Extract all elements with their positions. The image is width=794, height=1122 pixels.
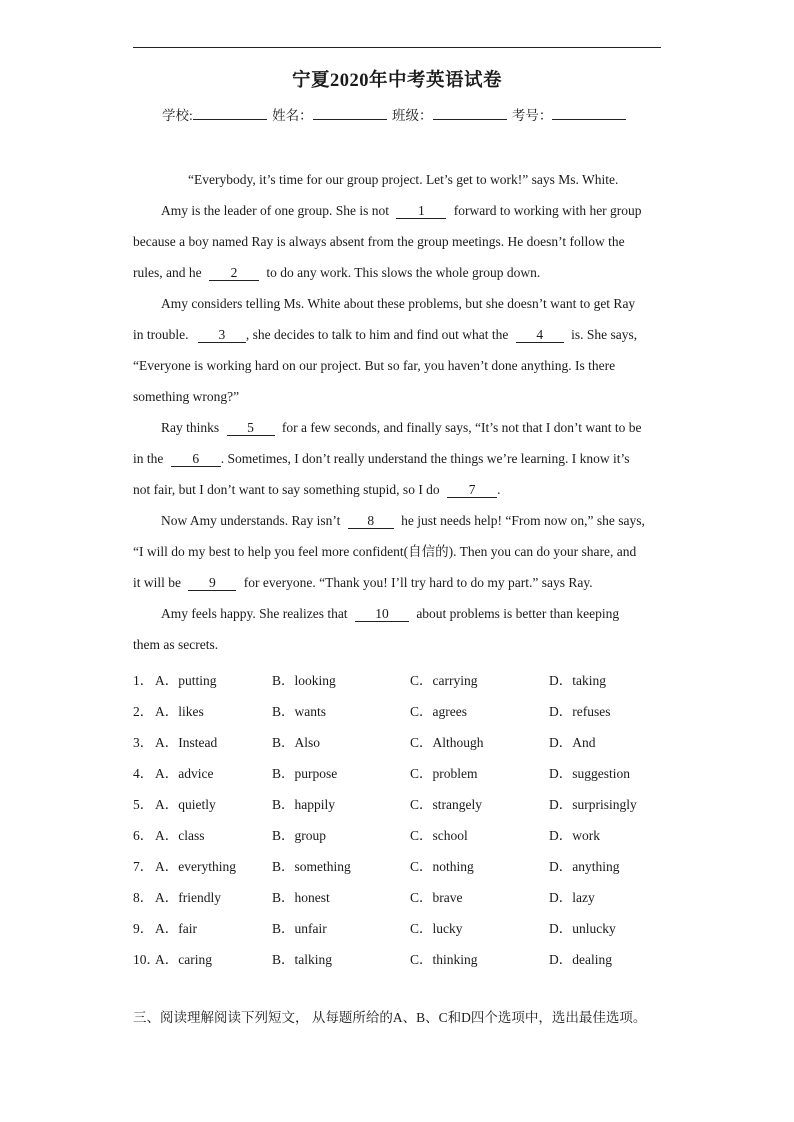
question-number: 8． (133, 890, 154, 905)
blank-5: 5 (227, 420, 275, 436)
passage-line: them as secrets. (133, 637, 219, 652)
option-c[interactable]: C．lucky (410, 921, 463, 936)
option-a[interactable]: A．putting (155, 673, 217, 688)
option-c[interactable]: C．school (410, 828, 468, 843)
passage-line: it will be 9 for everyone. “Thank you! I’ll try hard to do my part.” says Ray. (133, 575, 593, 590)
blank-8: 8 (348, 513, 394, 529)
question-number: 3． (133, 735, 154, 750)
blank-10: 10 (355, 606, 409, 622)
question-row (133, 886, 693, 906)
option-b[interactable]: B．something (272, 859, 351, 874)
section-heading: 三、阅读理解阅读下列短文， 从每题所给的A、B、C和D四个选项中，选出最佳选项。 (133, 1010, 647, 1025)
option-d[interactable]: D．lazy (549, 890, 595, 905)
option-c[interactable]: C．problem (410, 766, 478, 781)
question-number: 2． (133, 704, 154, 719)
passage-line: not fair, but I don’t want to say something stupid, so I do 7 . (133, 482, 501, 497)
option-a[interactable]: A．advice (155, 766, 214, 781)
class-field[interactable] (433, 106, 507, 120)
question-number: 9． (133, 921, 154, 936)
name-field[interactable] (313, 106, 387, 120)
question-row (133, 762, 693, 782)
option-a[interactable]: A．fair (155, 921, 197, 936)
school-label: 学校: (162, 108, 193, 123)
question-row (133, 700, 693, 720)
option-d[interactable]: D．anything (549, 859, 620, 874)
option-b[interactable]: B．happily (272, 797, 335, 812)
option-a[interactable]: A．everything (155, 859, 236, 874)
option-a[interactable]: A．likes (155, 704, 204, 719)
top-rule (133, 47, 661, 48)
option-d[interactable]: D．refuses (549, 704, 611, 719)
option-b[interactable]: B．honest (272, 890, 330, 905)
option-c[interactable]: C．agrees (410, 704, 467, 719)
blank-4: 4 (516, 327, 564, 343)
blank-7: 7 (447, 482, 497, 498)
question-number: 6． (133, 828, 154, 843)
option-d[interactable]: D．And (549, 735, 596, 750)
option-c[interactable]: C．strangely (410, 797, 482, 812)
option-c[interactable]: C．carrying (410, 673, 478, 688)
name-label: 姓名： (272, 108, 313, 123)
question-number: 7． (133, 859, 154, 874)
option-d[interactable]: D．dealing (549, 952, 612, 967)
blank-3: 3 (198, 327, 246, 343)
option-d[interactable]: D．work (549, 828, 600, 843)
option-c[interactable]: C．thinking (410, 952, 478, 967)
passage-line: “Everyone is working hard on our project. But so far, you haven’t done anything. Is there (133, 358, 616, 373)
question-row (133, 731, 693, 751)
option-d[interactable]: D．taking (549, 673, 606, 688)
question-row (133, 917, 693, 937)
question-number: 10． (133, 952, 160, 967)
passage-line: “I will do my best to help you feel more confident(自信的). Then you can do your share, and (133, 544, 637, 559)
student-info-line (162, 104, 628, 124)
option-b[interactable]: B．wants (272, 704, 326, 719)
exam-no-field[interactable] (552, 106, 626, 120)
exam-no-label: 考号： (511, 108, 553, 123)
option-c[interactable]: C．brave (410, 890, 463, 905)
question-row (133, 855, 693, 875)
option-b[interactable]: B．group (272, 828, 326, 843)
option-a[interactable]: A．caring (155, 952, 212, 967)
option-d[interactable]: D．unlucky (549, 921, 616, 936)
passage-line: Now Amy understands. Ray isn’t 8 he just needs help! “From now on,” she says, (161, 513, 645, 528)
option-b[interactable]: B．Also (272, 735, 321, 750)
passage-line: because a boy named Ray is always absent from the group meetings. He doesn’t follow the (133, 234, 625, 249)
blank-1: 1 (396, 203, 446, 219)
option-a[interactable]: A．class (155, 828, 205, 843)
class-label: 班级： (392, 108, 433, 123)
question-row (133, 948, 693, 968)
option-b[interactable]: B．unfair (272, 921, 327, 936)
option-a[interactable]: A．friendly (155, 890, 221, 905)
passage-line: Amy is the leader of one group. She is not 1 forward to working with her group (161, 203, 642, 218)
passage-line: in trouble. 3 , she decides to talk to him and find out what the 4 is. She says, (133, 327, 638, 342)
option-a[interactable]: A．Instead (155, 735, 218, 750)
question-row (133, 669, 693, 689)
passage-line: Amy feels happy. She realizes that 10 about problems is better than keeping (161, 606, 620, 621)
option-b[interactable]: B．purpose (272, 766, 338, 781)
option-c[interactable]: C．Although (410, 735, 484, 750)
option-a[interactable]: A．quietly (155, 797, 216, 812)
passage-line: Amy considers telling Ms. White about these problems, but she doesn’t want to get Ray (161, 296, 636, 311)
page-title: 宁夏2020年中考英语试卷 (291, 71, 502, 91)
question-row (133, 824, 693, 844)
option-c[interactable]: C．nothing (410, 859, 474, 874)
blank-6: 6 (171, 451, 221, 467)
passage-line: in the 6 . Sometimes, I don’t really understand the things we’re learning. I know it’s (133, 451, 630, 466)
option-b[interactable]: B．looking (272, 673, 336, 688)
passage-line: something wrong?” (133, 389, 240, 404)
question-number: 1． (133, 673, 154, 688)
blank-2: 2 (209, 265, 259, 281)
question-row (133, 793, 693, 813)
question-number: 5． (133, 797, 154, 812)
school-field[interactable] (193, 106, 267, 120)
blank-9: 9 (188, 575, 236, 591)
option-d[interactable]: D．surprisingly (549, 797, 637, 812)
option-d[interactable]: D．suggestion (549, 766, 630, 781)
passage-line: Ray thinks 5 for a few seconds, and finally says, “It’s not that I don’t want to be (161, 420, 642, 435)
passage-line: “Everybody, it’s time for our group project. Let’s get to work!” says Ms. White. (188, 172, 619, 187)
option-b[interactable]: B．talking (272, 952, 332, 967)
question-number: 4． (133, 766, 154, 781)
passage-line: rules, and he 2 to do any work. This slows the whole group down. (133, 265, 541, 280)
